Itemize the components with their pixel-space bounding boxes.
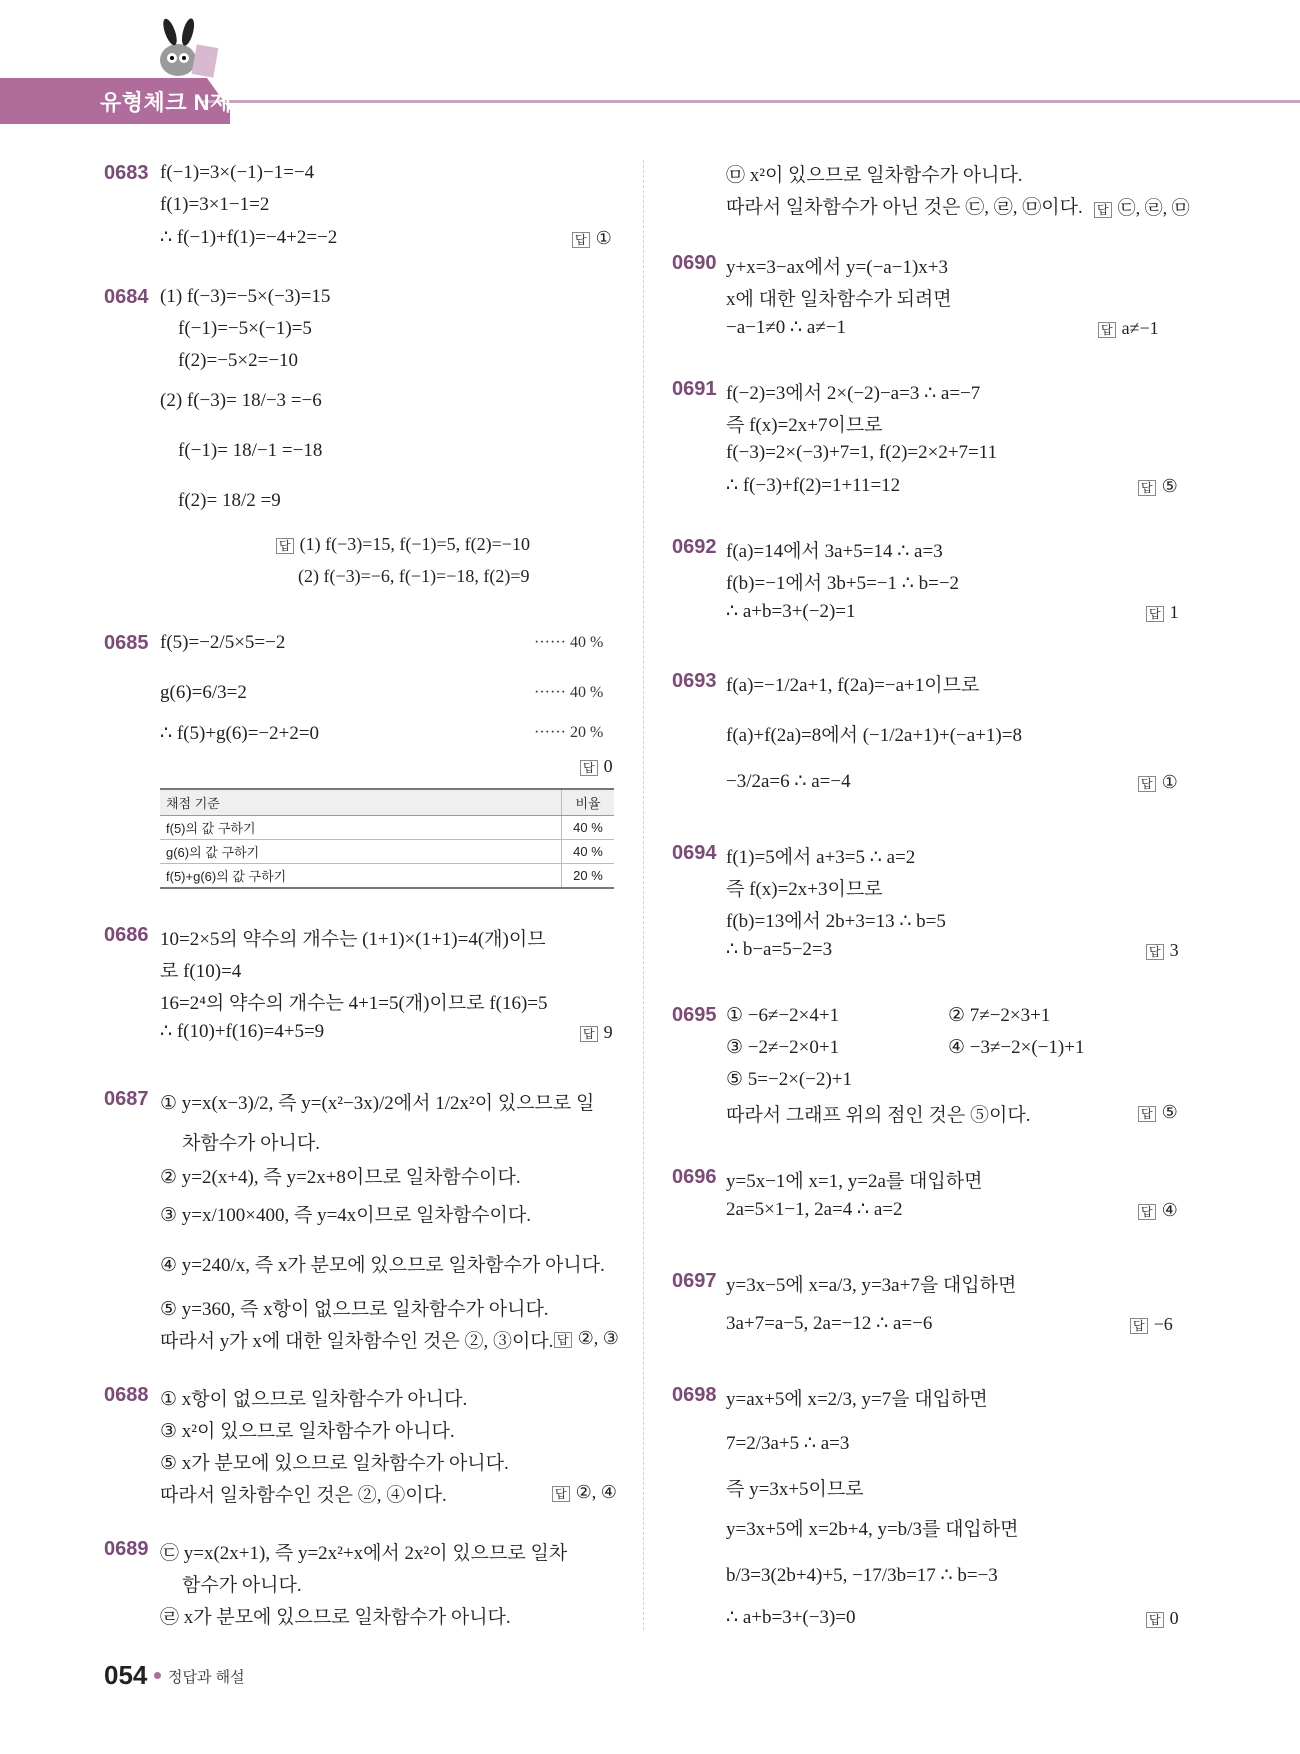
page-number: 054 [104,1660,148,1690]
bullet-dot-icon [154,1672,161,1679]
answer: 답 ① [1138,772,1178,793]
score-percent: ······ 40 % [534,684,604,701]
answer: 답 0 [1146,1608,1179,1629]
solution-line: 로 f(10)=4 [160,961,242,982]
answer: 답 (1) f(−3)=15, f(−1)=5, f(2)=−10 [276,534,530,555]
problem-number: 0695 [672,1004,717,1026]
header-rule [200,100,1300,103]
answer: 답 9 [580,1022,613,1043]
problem-number: 0686 [104,924,149,946]
answer-label: 답 [554,1332,572,1348]
table-header: 비율 [562,789,615,816]
answer-label: 답 [1146,606,1164,622]
rabbit-mascot-icon [150,18,220,80]
answer-label: 답 [1094,202,1112,218]
answer: 답 ㉢, ㉣, ㉤ [1094,194,1190,220]
problem-number: 0685 [104,632,149,654]
answer: 답 ① [572,228,612,249]
problem-number: 0696 [672,1166,717,1188]
solution-line: y=ax+5에 x=2/3, y=7을 대입하면 [726,1389,988,1410]
solution-line: 따라서 y가 x에 대한 일차함수인 것은 ②, ③이다. [160,1331,554,1352]
solution-line: ⑤ y=360, 즉 x항이 없으므로 일차함수가 아니다. [160,1299,549,1320]
solution-line: 함수가 아니다. [182,1575,302,1596]
answer: 답 0 [580,756,613,777]
problem-number: 0687 [104,1088,149,1110]
solution-line: y+x=3−ax에서 y=(−a−1)x+3 [726,257,948,278]
answer-label: 답 [552,1486,570,1502]
problem-number: 0684 [104,286,149,308]
solution-line: 즉 f(x)=2x+7이므로 [726,415,883,436]
answer-label: 답 [572,232,590,248]
answer: (2) f(−3)=−6, f(−1)=−18, f(2)=9 [298,566,530,586]
solution-line: ∴ f(−1)+f(1)=−4+2=−2 [160,227,338,248]
answer-label: 답 [1146,1612,1164,1628]
solution-line: f(2)= 18/2 =9 [178,490,281,511]
solution-line: ∴ a+b=3+(−2)=1 [726,601,856,622]
solution-line: ② y=2(x+4), 즉 y=2x+8이므로 일차함수이다. [160,1167,521,1188]
answer: 답 1 [1146,602,1179,623]
table-row [160,864,614,889]
solution-line: 즉 y=3x+5이므로 [726,1479,864,1500]
solution-line: ③ −2≠−2×0+1 [726,1037,840,1058]
score-percent: ······ 40 % [534,634,604,651]
solution-line: ㉣ x가 분모에 있으므로 일차함수가 아니다. [160,1607,511,1628]
solution-line: 차함수가 아니다. [182,1133,320,1154]
problem-number: 0683 [104,162,149,184]
table-cell: 40 % [562,816,615,840]
problem-number: 0693 [672,670,717,692]
solution-line: ③ y=x/100×400, 즉 y=4x이므로 일차함수이다. [160,1205,531,1226]
table-cell: g(6)의 값 구하기 [160,840,562,864]
solution-line: ① y=x(x−3)/2, 즉 y=(x²−3x)/2에서 1/2x²이 있으므로 일 [160,1093,595,1114]
answer-label: 답 [1098,322,1116,338]
answer-label: 답 [580,760,598,776]
answer-label: 답 [276,538,294,554]
answer: 답 ②, ③ [554,1328,619,1349]
solution-line: ③ x²이 있으므로 일차함수가 아니다. [160,1421,455,1442]
solution-line: x에 대한 일차함수가 되려면 [726,289,952,310]
table-cell: 40 % [562,840,615,864]
answer-label: 답 [1138,776,1156,792]
table-row [160,840,614,864]
solution-line: −3/2a=6 ∴ a=−4 [726,771,851,792]
solution-line: ④ y=240/x, 즉 x가 분모에 있으므로 일차함수가 아니다. [160,1255,605,1276]
problem-number: 0698 [672,1384,717,1406]
problem-number: 0690 [672,252,717,274]
solution-line: ∴ f(5)+g(6)=−2+2=0 [160,723,320,744]
solution-line: ∴ b−a=5−2=3 [726,939,833,960]
page-title: 유형체크 N제 [100,90,232,115]
solution-line: f(−1)= 18/−1 =−18 [178,440,323,461]
solution-line: −a−1≠0 ∴ a≠−1 [726,317,846,338]
answer-label: 답 [1130,1318,1148,1334]
problem-number: 0694 [672,842,717,864]
solution-line: 3a+7=a−5, 2a=−12 ∴ a=−6 [726,1313,933,1334]
solution-line: f(5)=−2/5×5=−2 [160,632,286,653]
solution-line: y=3x−5에 x=a/3, y=3a+7을 대입하면 [726,1275,1017,1296]
solution-line: f(a)=14에서 3a+5=14 ∴ a=3 [726,541,943,562]
solution-line: y=3x+5에 x=2b+4, y=b/3를 대입하면 [726,1519,1019,1540]
solution-line: f(1)=3×1−1=2 [160,194,270,215]
table-cell: f(5)+g(6)의 값 구하기 [160,864,562,889]
solution-line: ㉢ y=x(2x+1), 즉 y=2x²+x에서 2x²이 있으므로 일차 [160,1543,568,1564]
score-percent: ······ 20 % [534,724,604,741]
solution-line: ∴ a+b=3+(−3)=0 [726,1607,856,1628]
answer-label: 답 [1138,1106,1156,1122]
table-cell: f(5)의 값 구하기 [160,816,562,840]
problem-number: 0697 [672,1270,717,1292]
solution-line: f(1)=5에서 a+3=5 ∴ a=2 [726,847,916,868]
answer: 답 ②, ④ [552,1482,617,1503]
solution-line: f(b)=13에서 2b+3=13 ∴ b=5 [726,911,946,932]
solution-line: f(−1)=−5×(−1)=5 [178,318,312,339]
solution-line: (2) f(−3)= 18/−3 =−6 [160,390,322,411]
answer-label: 답 [1138,480,1156,496]
solution-line: ① −6≠−2×4+1 [726,1005,840,1026]
problem-number: 0689 [104,1538,149,1560]
table-header: 채점 기준 [160,789,562,816]
solution-line: g(6)=6/3=2 [160,682,247,703]
solution-line: f(b)=−1에서 3b+5=−1 ∴ b=−2 [726,573,960,594]
answer: 답 ⑤ [1138,476,1178,497]
problem-number: 0692 [672,536,717,558]
table-row [160,816,614,840]
solution-line: f(−1)=3×(−1)−1=−4 [160,162,315,183]
problem-number: 0688 [104,1384,149,1406]
answer-label: 답 [1138,1204,1156,1220]
solution-line: 따라서 그래프 위의 점인 것은 ⑤이다. [726,1105,1031,1126]
answer: 답 ⑤ [1138,1102,1178,1123]
solution-line: 즉 f(x)=2x+3이므로 [726,879,883,900]
solution-line: (1) f(−3)=−5×(−3)=15 [160,286,331,307]
solution-line: 따라서 일차함수인 것은 ②, ④이다. [160,1485,447,1506]
solution-line: f(a)+f(2a)=8에서 (−1/2a+1)+(−a+1)=8 [726,725,1022,746]
solution-line: ∴ f(10)+f(16)=4+5=9 [160,1021,325,1042]
solution-line: f(a)=−1/2a+1, f(2a)=−a+1이므로 [726,675,980,696]
solution-line: 7=2/3a+5 ∴ a=3 [726,1433,850,1454]
column-divider [643,160,644,1630]
solution-line: ⑤ 5=−2×(−2)+1 [726,1069,853,1090]
answer: 답 −6 [1130,1314,1173,1335]
answer: 답 ④ [1138,1200,1178,1221]
solution-line: ⑤ x가 분모에 있으므로 일차함수가 아니다. [160,1453,509,1474]
scoring-table [160,788,614,889]
solution-line: ② 7≠−2×3+1 [948,1005,1051,1026]
solution-line: f(−3)=2×(−3)+7=1, f(2)=2×2+7=11 [726,442,998,463]
solution-line: 2a=5×1−1, 2a=4 ∴ a=2 [726,1199,903,1220]
answer-label: 답 [580,1026,598,1042]
footer-label: 정답과 해설 [168,1669,245,1686]
solution-line: 10=2×5의 약수의 개수는 (1+1)×(1+1)=4(개)이므 [160,929,546,950]
solution-line: y=5x−1에 x=1, y=2a를 대입하면 [726,1171,983,1192]
answer: 답 3 [1146,940,1179,961]
solution-line: ㉤ x²이 있으므로 일차함수가 아니다. [726,165,1023,186]
solution-line: ① x항이 없으므로 일차함수가 아니다. [160,1389,468,1410]
solution-line: 16=2⁴의 약수의 개수는 4+1=5(개)이므로 f(16)=5 [160,993,548,1014]
solution-line: 따라서 일차함수가 아닌 것은 ㉢, ㉣, ㉤이다. [726,197,1083,218]
table-cell: 20 % [562,864,615,889]
solution-line: f(−2)=3에서 2×(−2)−a=3 ∴ a=−7 [726,383,981,404]
solution-line: ④ −3≠−2×(−1)+1 [948,1037,1085,1058]
answer: 답 a≠−1 [1098,318,1159,339]
solution-line: b/3=3(2b+4)+5, −17/3b=17 ∴ b=−3 [726,1565,998,1586]
solution-line: ∴ f(−3)+f(2)=1+11=12 [726,475,901,496]
problem-number: 0691 [672,378,717,400]
table-header-row [160,789,614,816]
solution-line: f(2)=−5×2=−10 [178,350,299,371]
answer-label: 답 [1146,944,1164,960]
